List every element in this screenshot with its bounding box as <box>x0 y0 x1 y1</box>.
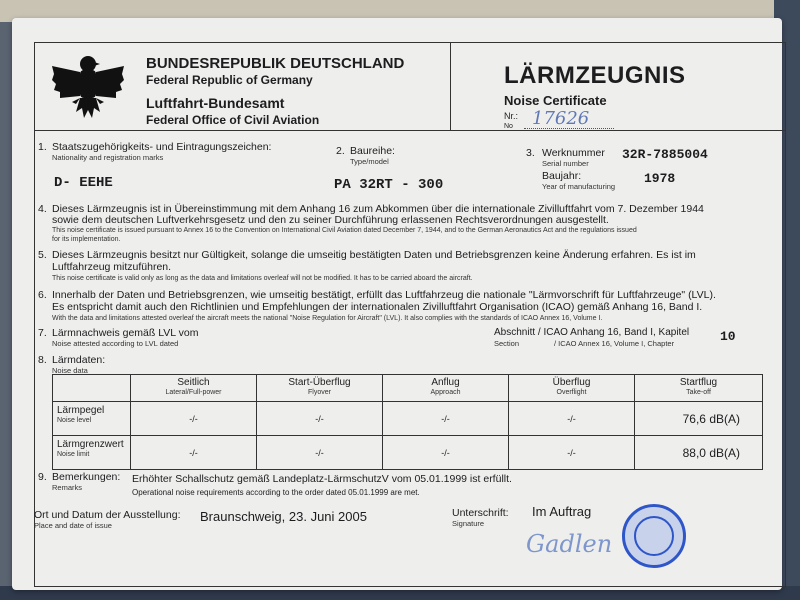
s5-number: 5. <box>38 249 47 261</box>
s4-de-line1: Dieses Lärmzeugnis ist in Übereinstimmung mit dem Anhang 16 zum Abkommen über die internationale Zivilluftfahrt vom 7. Dezember 1944 <box>52 203 704 215</box>
document-title: LÄRMZEUGNIS <box>504 62 686 89</box>
s9-label-en: Remarks <box>52 483 83 492</box>
s9-number: 9. <box>38 471 47 483</box>
table-cell: -/- <box>257 402 383 436</box>
s7-number: 7. <box>38 327 47 339</box>
handwritten-signature: Gadlen <box>526 530 613 558</box>
column-label-en: Flyover <box>308 389 331 396</box>
header-country-en: Federal Republic of Germany <box>146 73 313 87</box>
table-column-header <box>509 375 635 402</box>
s3-year-label-de: Baujahr: <box>542 170 582 182</box>
row-label-cell <box>53 436 131 470</box>
s9-remark-de: Erhöhter Schallschutz gemäß Landeplatz-LärmschutzV vom 05.01.1999 ist erfüllt. <box>132 473 512 485</box>
table-corner-cell <box>53 375 131 402</box>
column-label-de: Startflug <box>679 377 718 388</box>
column-label-en: Lateral/Full-power <box>165 389 222 396</box>
s7-section-de: Abschnitt / ICAO Anhang 16, Band I, Kapitel <box>494 327 690 338</box>
s7-section-en-a: Section <box>494 339 520 348</box>
s2-label-en: Type/model <box>350 157 389 166</box>
s6-en-line1: With the data and limitations attested overleaf the aircraft meets the national "Noise Regulation for Aircraft" (LVL). It also complies with the standards of ICAO Annex 16, Volume I. <box>52 315 603 322</box>
s1-label-de: Staatszugehörigkeits- und Eintragungszeichen: <box>52 141 272 153</box>
s3-number: 3. <box>526 147 535 159</box>
issue-label-en: Place and date of issue <box>34 521 112 530</box>
column-label-de: Seitlich <box>177 377 210 388</box>
table-row <box>53 402 763 436</box>
s4-de-line2: sowie dem deutschen Luftverkehrsgesetz und den zu seiner Durchführung erlassenen Rechtsverordnungen ausgestellt. <box>52 214 609 226</box>
row-label-en: Noise limit <box>57 451 90 458</box>
signature-label-de: Unterschrift: <box>452 507 509 519</box>
s4-en-line2: for its implementation. <box>52 236 121 243</box>
column-label-en: Overflight <box>556 389 587 396</box>
s7-label-en: Noise attested according to LVL dated <box>52 339 179 348</box>
table-column-header <box>131 375 257 402</box>
s2-number: 2. <box>336 145 345 157</box>
column-label-en: Take-off <box>686 389 711 396</box>
row-label-de: Lärmpegel <box>57 405 105 416</box>
im-auftrag-text: Im Auftrag <box>532 504 592 519</box>
s4-en-line1: This noise certificate is issued pursuant to Annex 16 to the Convention on International Civil Aviation dated December 7, 1944, and to the German Aeronautics Act and the regulations issued <box>52 227 637 234</box>
table-row <box>53 436 763 470</box>
row-label-de: Lärmgrenzwert <box>57 439 124 450</box>
issue-place-date: Braunschweig, 23. Juni 2005 <box>200 509 367 524</box>
s3-year-label-en: Year of manufacturing <box>542 182 616 191</box>
federal-eagle-emblem <box>50 52 126 124</box>
issue-label-de: Ort und Datum der Ausstellung: <box>34 509 181 521</box>
s7-label-de: Lärmnachweis gemäß LVL vom <box>52 327 199 339</box>
header-country-de: BUNDESREPUBLIK DEUTSCHLAND <box>146 55 405 72</box>
table-cell: -/- <box>383 402 509 436</box>
table-cell: 76,6 dB(A) <box>635 402 763 436</box>
s5-de-line2: Luftfahrzeug mitzuführen. <box>52 261 172 273</box>
s3-year-value: 1978 <box>644 171 676 186</box>
table-cell: -/- <box>509 402 635 436</box>
s6-number: 6. <box>38 289 47 301</box>
s9-remark-en: Operational noise requirements according to the order dated 05.01.1999 are met. <box>132 488 420 497</box>
row-label-en: Noise level <box>57 417 92 424</box>
certificate-number: 17626 <box>532 108 590 129</box>
s3-serial-label-de: Werknummer <box>542 147 605 159</box>
row-label-cell <box>53 402 131 436</box>
table-column-header <box>257 375 383 402</box>
s1-registration-value: D- EEHE <box>54 175 113 191</box>
s2-label-de: Baureihe: <box>350 145 395 157</box>
s7-section-en-b: / ICAO Annex 16, Volume I, Chapter <box>554 339 675 348</box>
table-cell: -/- <box>131 402 257 436</box>
s8-label-de: Lärmdaten: <box>52 354 106 366</box>
s6-de-line2: Es entspricht damit auch den Richtlinien und Empfehlungen der internationalen Zivilluftfahrt Organisation (ICAO) gemäß Anhang 16, Band I. <box>52 301 703 313</box>
s4-number: 4. <box>38 203 47 215</box>
document-subtitle: Noise Certificate <box>504 93 607 108</box>
table-cell: -/- <box>383 436 509 470</box>
nr-label-de: Nr.: <box>504 111 519 121</box>
certificate-document <box>12 18 782 590</box>
nr-label-en: No <box>504 123 513 130</box>
s6-de-line1: Innerhalb der Daten und Betriebsgrenzen, wie umseitig bestätigt, erfüllt das Luftfahrzeug die nationale "Lärmvorschrift für Luftfahrzeuge" (LVL). <box>52 289 716 301</box>
s3-serial-label-en: Serial number <box>542 159 589 168</box>
s8-label-en: Noise data <box>52 366 88 375</box>
s7-chapter-value: 10 <box>720 329 736 344</box>
official-stamp-icon <box>622 504 686 568</box>
s1-number: 1. <box>38 141 47 153</box>
header-vertical-divider <box>450 42 451 130</box>
s5-en-line1: This noise certificate is valid only as long as the data and limitations overleaf will not be modified. It has to be carried aboard the aircraft. <box>52 275 473 282</box>
s2-type-value: PA 32RT - 300 <box>334 177 444 193</box>
column-label-de: Start-Überflug <box>288 377 351 388</box>
s5-de-line1: Dieses Lärmzeugnis besitzt nur Gültigkeit, solange die umseitig bestätigten Daten und Betriebsgrenzen keine Änderung erfahren. Es ist im <box>52 249 696 261</box>
table-cell: -/- <box>257 436 383 470</box>
table-cell: 88,0 dB(A) <box>635 436 763 470</box>
signature-label-en: Signature <box>452 519 485 528</box>
column-label-de: Überflug <box>552 377 591 388</box>
column-label-en: Approach <box>430 389 461 396</box>
header-authority-de: Luftfahrt-Bundesamt <box>146 95 285 111</box>
nr-underline <box>524 128 614 129</box>
noise-data-table <box>52 374 763 470</box>
header-divider <box>34 130 786 131</box>
table-column-header <box>635 375 763 402</box>
s8-number: 8. <box>38 354 47 366</box>
table-cell: -/- <box>131 436 257 470</box>
header-authority-en: Federal Office of Civil Aviation <box>146 113 320 127</box>
s3-serial-value: 32R-7885004 <box>622 147 708 162</box>
table-cell: -/- <box>509 436 635 470</box>
s9-label-de: Bemerkungen: <box>52 471 121 483</box>
s1-label-en: Nationality and registration marks <box>52 153 164 162</box>
table-column-header <box>383 375 509 402</box>
column-label-de: Anflug <box>431 377 460 388</box>
